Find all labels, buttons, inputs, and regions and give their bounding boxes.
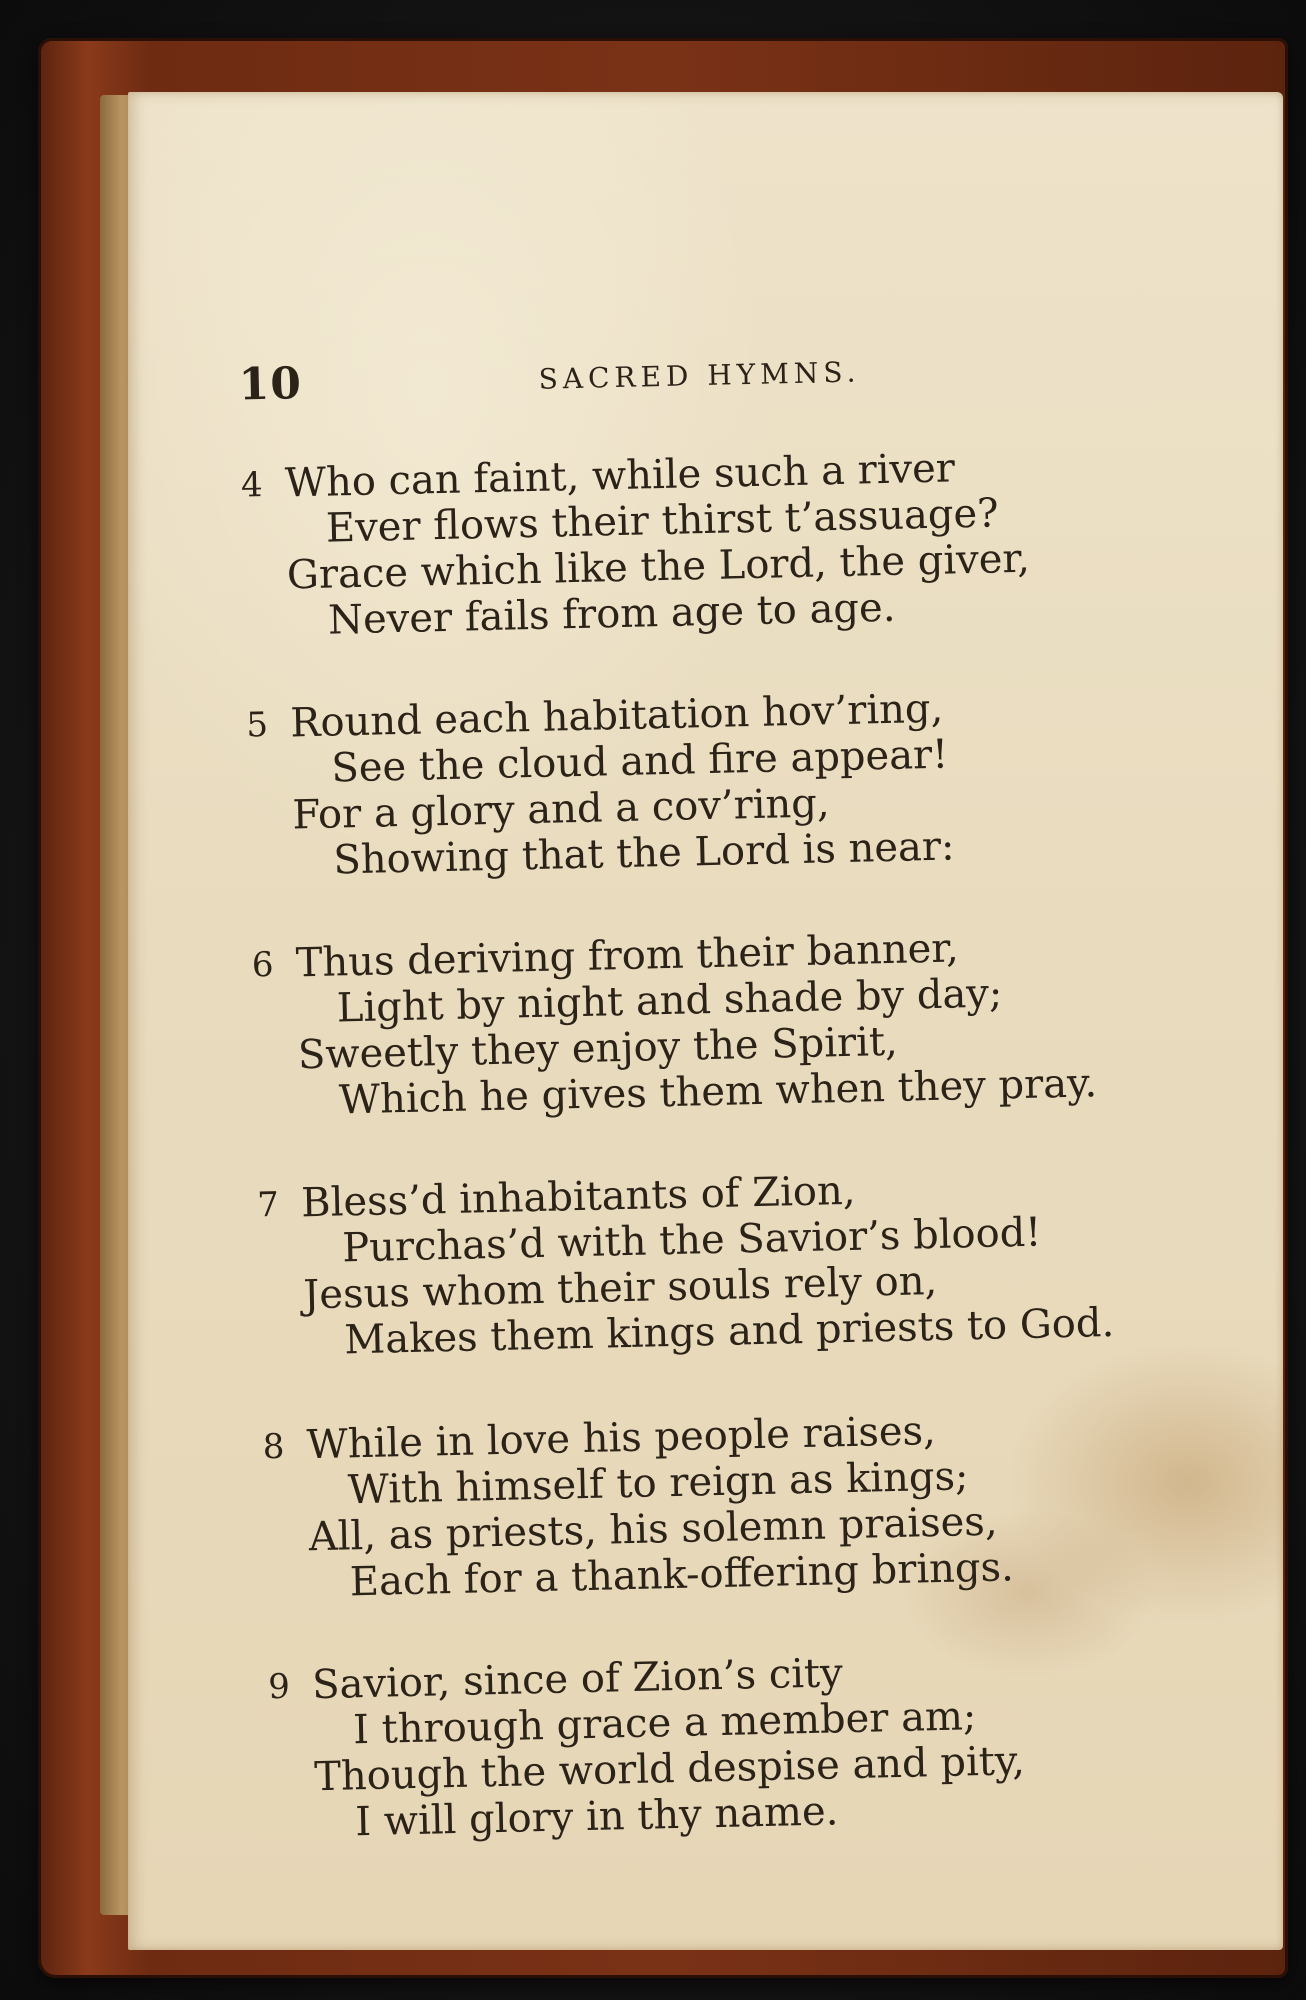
verse-line: I will glory in thy name. xyxy=(354,1788,839,1846)
verse-line: Ever flows their thirst t’assuage? xyxy=(325,490,1000,552)
verse-line: Savior, since of Zion’s city xyxy=(311,1650,844,1709)
book-page xyxy=(128,92,1283,1950)
stanza-number: 5 xyxy=(245,704,269,746)
verse-line: Which he gives them when they pray. xyxy=(338,1060,1098,1124)
verse-line: Thus deriving from their banner, xyxy=(295,925,960,987)
verse-line: While in love his people raises, xyxy=(306,1408,937,1469)
verse-line: Each for a thank-offering brings. xyxy=(349,1544,1015,1606)
stanza-number: 7 xyxy=(256,1184,280,1226)
verse-line: See the cloud and fire appear! xyxy=(330,731,949,792)
stanza-6 xyxy=(251,921,1155,1125)
stanza-number: 4 xyxy=(240,465,264,506)
verse-line: Sweetly they enjoy the Spirit, xyxy=(297,1018,899,1079)
verse-line: Purchas’d with the Savior’s blood! xyxy=(341,1209,1042,1272)
verse-line: Showing that the Lord is near: xyxy=(332,823,955,884)
running-title: SACRED HYMNS. xyxy=(538,355,861,396)
verse-line: For a glory and a cov’ring, xyxy=(291,780,831,839)
stanza-5 xyxy=(246,681,1150,885)
stanza-9 xyxy=(268,1643,1172,1847)
stanza-7 xyxy=(257,1161,1161,1365)
verse-line: Makes them kings and priests to God. xyxy=(343,1299,1115,1364)
stanza-number: 9 xyxy=(267,1666,291,1708)
verse-line: Bless’d inhabitants of Zion, xyxy=(300,1167,856,1227)
stanza-8 xyxy=(262,1403,1166,1607)
verse-line: Never fails from age to age. xyxy=(327,584,896,644)
page-number: 10 xyxy=(238,358,303,411)
stanza-number: 6 xyxy=(251,944,274,986)
page-text xyxy=(128,66,1306,1950)
stanza-number: 8 xyxy=(262,1426,285,1468)
verse-line: Jesus whom their souls rely on, xyxy=(302,1257,938,1319)
verse-line: Round each habitation hov’ring, xyxy=(289,685,944,747)
verse-line: With himself to reign as kings; xyxy=(347,1453,969,1514)
verse-line: Though the world despise and pity, xyxy=(313,1738,1026,1801)
running-header xyxy=(238,339,1139,419)
verse-line: Light by night and shade by day; xyxy=(336,970,1003,1032)
verse-line: I through grace a member am; xyxy=(352,1693,977,1754)
verse-line: Grace which like the Lord, the giver, xyxy=(286,535,1031,599)
stanza-4 xyxy=(240,441,1144,645)
verse-line: All, as priests, his solemn praises, xyxy=(308,1498,999,1561)
verse-line: Who can faint, while such a river xyxy=(284,445,956,507)
